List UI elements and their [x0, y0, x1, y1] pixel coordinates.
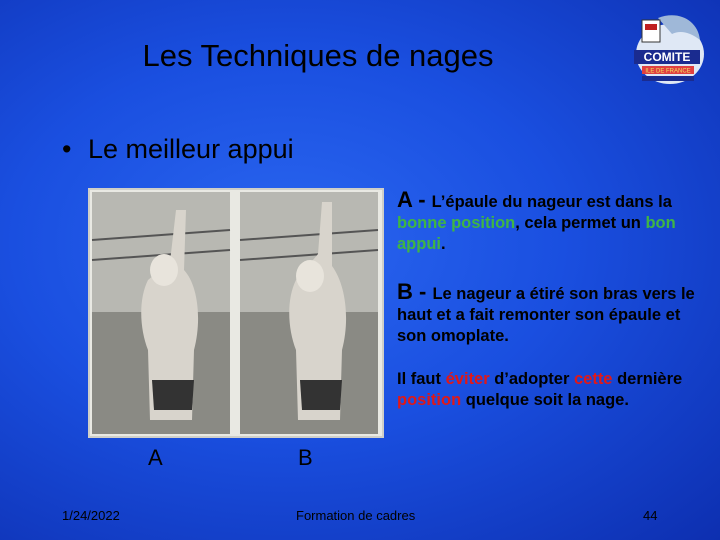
text-c-part3: dernière: [612, 370, 683, 388]
footer-date: 1/24/2022: [62, 508, 120, 523]
text-block-warning: [397, 369, 697, 411]
comite-logo: [628, 10, 706, 86]
text-c-part4: quelque soit la nage.: [461, 391, 629, 409]
logo-text: COMITE: [643, 50, 691, 64]
footer-page-number: 44: [643, 508, 658, 523]
bullet-dot: •: [62, 134, 72, 164]
text-a-letter: A: [397, 187, 413, 212]
caption-b: B: [298, 445, 313, 470]
text-a-highlight1: bonne position: [397, 214, 516, 232]
text-b-letter: B: [397, 279, 413, 304]
text-a-highlight2: bon appui: [397, 214, 676, 253]
logo-subtext: ILE DE FRANCE: [645, 68, 691, 75]
text-a-dash: -: [412, 187, 432, 212]
slide-title: Les Techniques de nages: [142, 38, 494, 73]
text-c-highlight3: position: [397, 391, 462, 409]
text-a-part3: .: [441, 235, 446, 253]
swimmer-photo: [88, 188, 384, 438]
text-c-part2: d’adopter: [489, 370, 574, 388]
text-b-dash: -: [412, 279, 433, 304]
text-a-part2: , cela permet un: [515, 214, 646, 232]
text-a-part1: L’épaule du nageur est dans la: [431, 193, 672, 211]
bullet-text: Le meilleur appui: [88, 134, 294, 164]
bullet-point: [62, 134, 294, 165]
text-block-b: [397, 281, 697, 347]
footer-center: Formation de cadres: [296, 508, 416, 523]
text-block-a: [397, 189, 697, 255]
text-c-part1: Il faut: [397, 370, 446, 388]
swimmer-photo-illustration: [90, 190, 382, 436]
caption-a: A: [148, 445, 163, 470]
text-c-highlight2: cette: [573, 370, 613, 388]
text-b-part1: Le nageur a étiré son bras vers le haut et a fait remonter son épaule et son omoplate.: [397, 285, 695, 345]
text-c-highlight1: éviter: [445, 370, 490, 388]
